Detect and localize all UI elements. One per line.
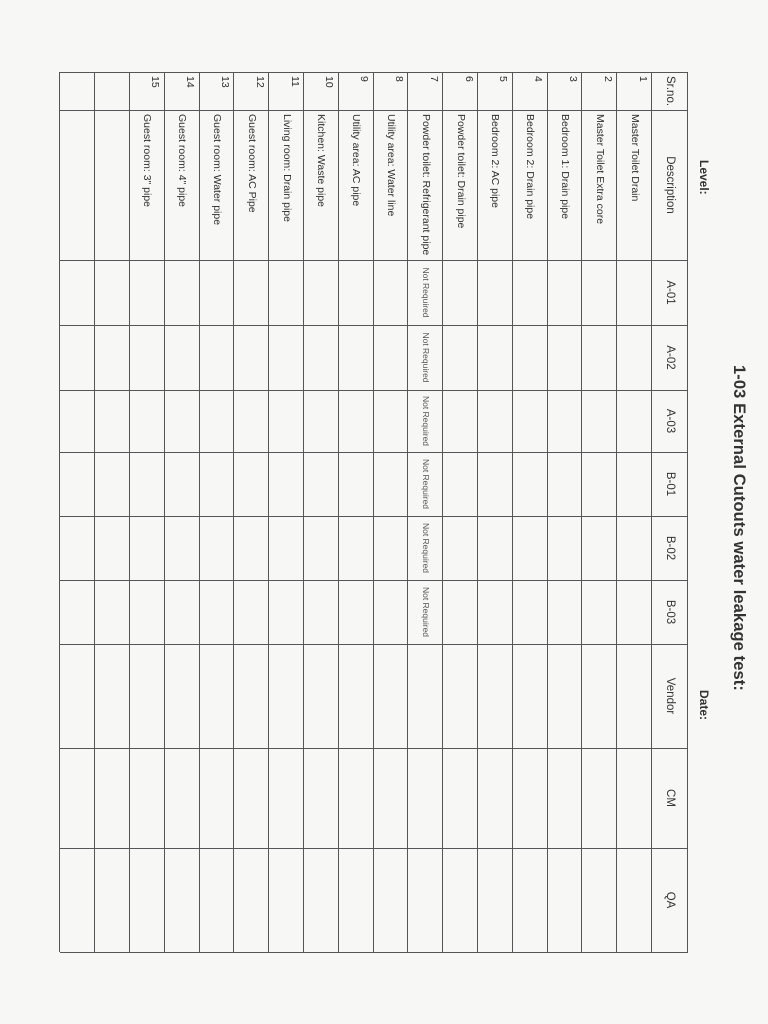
signoff-cell[interactable] <box>408 644 443 748</box>
unit-status-cell <box>443 329 478 386</box>
unit-status-cell <box>617 520 652 576</box>
unit-status-cell <box>95 584 130 640</box>
unit-status-cell <box>478 329 513 386</box>
unit-status-cell <box>513 329 548 386</box>
table-column-rule <box>60 516 688 517</box>
signoff-cell[interactable] <box>339 644 374 748</box>
unit-status-cell <box>200 456 235 512</box>
unit-status-cell <box>582 520 617 576</box>
signoff-cell[interactable] <box>234 848 269 952</box>
level-label: Level: <box>697 160 711 195</box>
table-column-rule <box>60 390 688 391</box>
table-column-rule <box>60 110 688 111</box>
unit-status-cell <box>374 394 409 448</box>
signoff-cell[interactable] <box>339 848 374 952</box>
unit-status-cell <box>339 329 374 386</box>
unit-status-cell <box>374 520 409 576</box>
table-column-rule <box>60 325 688 326</box>
table-column-rule <box>60 72 688 73</box>
signoff-cell[interactable] <box>165 848 200 952</box>
unit-status-cell: Not Required <box>420 332 431 383</box>
unit-status-cell <box>269 456 304 512</box>
unit-status-cell <box>374 584 409 640</box>
unit-status-cell <box>304 520 339 576</box>
unit-status-cell <box>617 456 652 512</box>
table-header-cell: B-01 <box>664 471 676 497</box>
unit-status-cell <box>269 584 304 640</box>
signoff-cell[interactable] <box>513 748 548 848</box>
signoff-cell[interactable] <box>60 644 95 748</box>
row-number-cell: 8 <box>393 76 406 82</box>
signoff-cell[interactable] <box>374 848 409 952</box>
unit-status-cell <box>95 264 130 321</box>
signoff-cell[interactable] <box>269 848 304 952</box>
unit-status-cell <box>374 264 409 321</box>
unit-status-cell <box>269 394 304 448</box>
unit-status-cell <box>95 394 130 448</box>
signoff-cell[interactable] <box>95 848 130 952</box>
unit-status-cell: Not Required <box>420 395 431 447</box>
unit-status-cell <box>582 456 617 512</box>
unit-status-cell <box>513 456 548 512</box>
signoff-cell[interactable] <box>582 848 617 952</box>
signoff-cell[interactable] <box>443 644 478 748</box>
unit-status-cell <box>200 264 235 321</box>
unit-status-cell <box>234 584 269 640</box>
table-header-cell: CM <box>664 789 676 807</box>
row-number-cell: 10 <box>323 76 336 88</box>
table-header-cell: Description <box>664 156 676 214</box>
unit-status-cell <box>60 584 95 640</box>
unit-status-cell <box>478 394 513 448</box>
unit-status-cell: Not Required <box>420 586 431 638</box>
unit-status-cell <box>165 584 200 640</box>
unit-status-cell <box>513 394 548 448</box>
unit-status-cell <box>130 456 165 512</box>
table-header-cell: A-01 <box>664 280 676 305</box>
signoff-cell[interactable] <box>548 644 583 748</box>
signoff-cell[interactable] <box>582 644 617 748</box>
unit-status-cell <box>200 329 235 386</box>
unit-status-cell <box>200 520 235 576</box>
row-number-cell: 12 <box>253 76 266 88</box>
unit-status-cell <box>234 329 269 386</box>
row-number-cell: 11 <box>288 76 301 87</box>
unit-status-cell: Not Required <box>420 267 431 318</box>
unit-status-cell <box>478 584 513 640</box>
row-number-cell: 13 <box>219 76 232 88</box>
unit-status-cell <box>339 394 374 448</box>
unit-status-cell: Not Required <box>420 458 431 510</box>
unit-status-cell <box>339 264 374 321</box>
table-header-cell: Vendor <box>664 677 676 715</box>
signoff-cell[interactable] <box>478 644 513 748</box>
unit-status-cell <box>95 329 130 386</box>
signoff-cell[interactable] <box>443 848 478 952</box>
unit-status-cell <box>582 584 617 640</box>
row-description-cell: Utility area: AC pipe <box>350 114 363 207</box>
unit-status-cell <box>234 456 269 512</box>
unit-status-cell <box>443 584 478 640</box>
row-number-cell: 5 <box>497 76 510 82</box>
unit-status-cell <box>165 394 200 448</box>
unit-status-cell <box>60 456 95 512</box>
row-description-cell: Master Toilet Extra core <box>593 114 606 225</box>
table-header-cell: QA <box>664 891 676 909</box>
unit-status-cell: Not Required <box>420 522 431 574</box>
unit-status-cell <box>548 520 583 576</box>
unit-status-cell <box>374 456 409 512</box>
signoff-cell[interactable] <box>408 848 443 952</box>
unit-status-cell <box>130 584 165 640</box>
unit-status-cell <box>304 329 339 386</box>
signoff-cell[interactable] <box>408 748 443 848</box>
unit-status-cell <box>165 520 200 576</box>
unit-status-cell <box>617 329 652 386</box>
unit-status-cell <box>304 264 339 321</box>
signoff-cell[interactable] <box>582 748 617 848</box>
unit-status-cell <box>60 520 95 576</box>
table-header-cell: A-03 <box>664 408 676 434</box>
table-column-rule <box>60 580 688 581</box>
signoff-cell[interactable] <box>513 848 548 952</box>
unit-status-cell <box>130 264 165 321</box>
unit-status-cell <box>130 520 165 576</box>
row-number-cell: 6 <box>462 76 475 82</box>
row-description-cell: Master Toilet Drain <box>628 114 641 202</box>
date-label: Date: <box>697 690 711 721</box>
signoff-cell[interactable] <box>478 848 513 952</box>
unit-status-cell <box>548 456 583 512</box>
table-header-cell: B-03 <box>664 599 676 625</box>
unit-status-cell <box>617 394 652 448</box>
unit-status-cell <box>548 584 583 640</box>
row-description-cell: Guest room: 4" pipe <box>176 114 189 208</box>
row-description-cell: Powder toilet: Refrigerant pipe <box>419 114 432 256</box>
row-description-cell: Guest room: Water pipe <box>211 114 224 226</box>
unit-status-cell <box>513 264 548 321</box>
signoff-cell[interactable] <box>443 748 478 848</box>
row-number-cell: 4 <box>532 76 545 82</box>
unit-status-cell <box>582 394 617 448</box>
row-description-cell: Utility area: Water line <box>385 114 398 217</box>
unit-status-cell <box>582 264 617 321</box>
signoff-cell[interactable] <box>234 748 269 848</box>
row-description-cell: Bedroom 2: Drain pipe <box>524 114 537 220</box>
signoff-cell[interactable] <box>617 644 652 748</box>
unit-status-cell <box>548 264 583 321</box>
row-number-cell <box>68 76 103 106</box>
unit-status-cell <box>339 584 374 640</box>
unit-status-cell <box>582 329 617 386</box>
row-number-cell: 7 <box>427 76 440 82</box>
unit-status-cell <box>234 264 269 321</box>
signoff-cell[interactable] <box>165 748 200 848</box>
table-column-rule <box>60 260 688 261</box>
signoff-cell[interactable] <box>374 748 409 848</box>
signoff-cell[interactable] <box>304 748 339 848</box>
table-header-cell: Sr.no. <box>664 76 676 107</box>
unit-status-cell <box>513 584 548 640</box>
unit-status-cell <box>374 329 409 386</box>
signoff-cell[interactable] <box>478 748 513 848</box>
signoff-cell[interactable] <box>513 644 548 748</box>
unit-status-cell <box>548 394 583 448</box>
signoff-cell[interactable] <box>130 748 165 848</box>
signoff-cell[interactable] <box>165 644 200 748</box>
unit-status-cell <box>304 456 339 512</box>
row-description-cell <box>60 114 95 256</box>
signoff-cell[interactable] <box>60 848 95 952</box>
signoff-cell[interactable] <box>339 748 374 848</box>
unit-status-cell <box>200 584 235 640</box>
unit-status-cell <box>339 520 374 576</box>
unit-status-cell <box>269 329 304 386</box>
unit-status-cell <box>304 584 339 640</box>
signoff-cell[interactable] <box>60 748 95 848</box>
signoff-cell[interactable] <box>130 644 165 748</box>
unit-status-cell <box>513 520 548 576</box>
row-number-cell: 1 <box>636 76 649 82</box>
signoff-cell[interactable] <box>200 644 235 748</box>
unit-status-cell <box>130 394 165 448</box>
unit-status-cell <box>165 264 200 321</box>
signoff-cell[interactable] <box>617 748 652 848</box>
table-column-rule <box>60 952 688 953</box>
unit-status-cell <box>548 329 583 386</box>
signoff-cell[interactable] <box>269 644 304 748</box>
signoff-cell[interactable] <box>130 848 165 952</box>
signoff-cell[interactable] <box>617 848 652 952</box>
table-column-rule <box>60 452 688 453</box>
unit-status-cell <box>130 329 165 386</box>
signoff-cell[interactable] <box>200 748 235 848</box>
row-number-cell: 3 <box>567 76 580 82</box>
unit-status-cell <box>60 329 95 386</box>
signoff-cell[interactable] <box>200 848 235 952</box>
signoff-cell[interactable] <box>269 748 304 848</box>
row-number-cell: 15 <box>149 76 162 88</box>
signoff-cell[interactable] <box>548 748 583 848</box>
unit-status-cell <box>60 264 95 321</box>
unit-status-cell <box>443 456 478 512</box>
unit-status-cell <box>269 264 304 321</box>
unit-status-cell <box>95 456 130 512</box>
row-number-cell <box>103 76 138 106</box>
form-title: 1-03 External Cutouts water leakage test: <box>730 365 748 691</box>
unit-status-cell <box>200 394 235 448</box>
row-number-cell: 2 <box>601 76 614 82</box>
unit-status-cell <box>478 520 513 576</box>
table-header-cell: A-02 <box>664 345 676 370</box>
unit-status-cell <box>60 394 95 448</box>
unit-status-cell <box>443 264 478 321</box>
row-description-cell <box>95 114 130 256</box>
unit-status-cell <box>478 264 513 321</box>
unit-status-cell <box>165 456 200 512</box>
unit-status-cell <box>165 329 200 386</box>
signoff-cell[interactable] <box>95 748 130 848</box>
row-description-cell: Bedroom 1: Drain pipe <box>559 114 572 220</box>
signoff-cell[interactable] <box>304 848 339 952</box>
row-description-cell: Kitchen: Waste pipe <box>315 114 328 207</box>
row-description-cell: Bedroom 2: AC pipe <box>489 114 502 208</box>
unit-status-cell <box>478 456 513 512</box>
row-description-cell: Powder toilet: Drain pipe <box>454 114 467 229</box>
signoff-cell[interactable] <box>548 848 583 952</box>
signoff-cell[interactable] <box>374 644 409 748</box>
row-number-cell: 14 <box>184 76 197 88</box>
row-description-cell: Guest room: AC Pipe <box>245 114 258 213</box>
unit-status-cell <box>443 394 478 448</box>
row-description-cell: Guest room: 3" pipe <box>141 114 154 208</box>
signoff-cell[interactable] <box>95 644 130 748</box>
row-number-cell: 9 <box>358 76 371 82</box>
signoff-cell[interactable] <box>304 644 339 748</box>
unit-status-cell <box>617 584 652 640</box>
row-description-cell: Living room: Drain pipe <box>280 114 293 222</box>
unit-status-cell <box>234 394 269 448</box>
unit-status-cell <box>617 264 652 321</box>
unit-status-cell <box>95 520 130 576</box>
unit-status-cell <box>443 520 478 576</box>
unit-status-cell <box>339 456 374 512</box>
table-header-cell: B-02 <box>664 535 676 561</box>
unit-status-cell <box>234 520 269 576</box>
unit-status-cell <box>269 520 304 576</box>
signoff-cell[interactable] <box>234 644 269 748</box>
unit-status-cell <box>304 394 339 448</box>
